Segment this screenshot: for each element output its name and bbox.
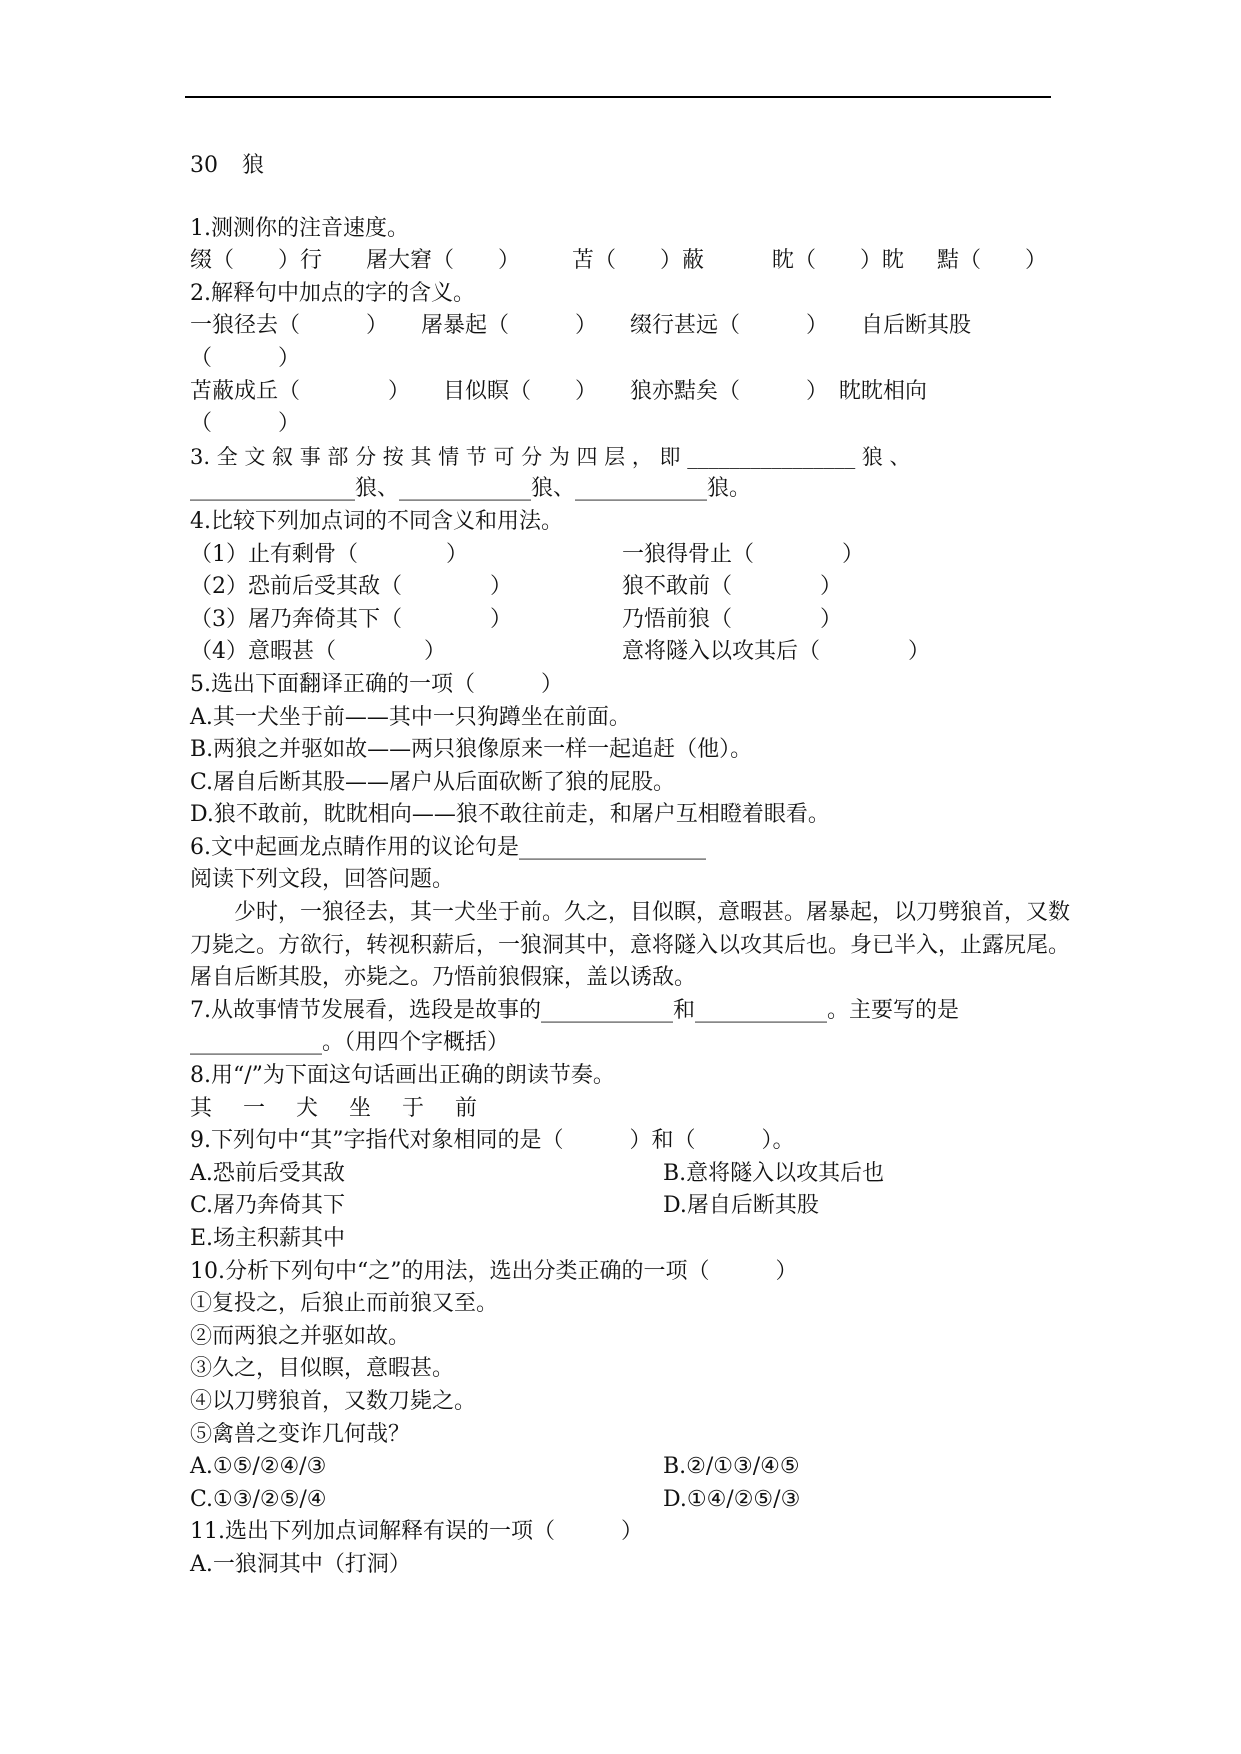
q8-char: 一 [243, 1095, 266, 1121]
q7-line: 7.从故事情节发展看，选段是故事的____________和____________。主要写的是 [190, 997, 959, 1023]
lesson-number: 30 [190, 153, 218, 178]
q5-heading: 5.选出下面翻译正确的一项（ ） [190, 671, 563, 697]
reading-intro: 阅读下列文段，回答问题。 [190, 867, 455, 893]
reading-passage: 少时，一狼径去，其一犬坐于前。久之，目似瞑，意暇甚。屠暴起，以刀劈狼首，又数刀毙之。方欲行，转视积薪后，一狼洞其中，意将隧入以攻其后也。身已半入，止露尻尾。屠自后断其股，亦毙之。乃悟前狼假寐，盖以诱敌。 [190, 900, 1071, 991]
q8-char: 坐 [349, 1095, 372, 1121]
q7-line: ____________。（用四个字概括） [190, 1030, 510, 1056]
q9-option: B.意将隧入以攻其后也 [663, 1160, 885, 1186]
q4-left: （2）恐前后受其敌（ ） [190, 574, 512, 600]
q2-line-cont: （ ） [190, 411, 301, 437]
q4-left: （4）意暇甚（ ） [190, 639, 446, 665]
q1-item: 眈（ ）眈 [772, 248, 905, 274]
q2-line: 苫蔽成丘（ ） 目似瞑（ ） 狼亦黠矣（ ） 眈眈相向 [190, 378, 928, 404]
document-body [190, 150, 1070, 1582]
q4-right: 狼不敢前（ ） [622, 574, 843, 600]
q11-heading: 11.选出下列加点词解释有误的一项（ ） [190, 1519, 643, 1545]
q11-option-a: A.一狼洞其中（打洞） [190, 1551, 411, 1577]
q9-row [190, 1190, 1070, 1223]
q4-heading: 4.比较下列加点词的不同含义和用法。 [190, 508, 563, 534]
q4-row [190, 539, 1070, 572]
q5-option-c: C.屠自后断其股——屠户从后面砍断了狼的屁股。 [190, 769, 676, 795]
q4-right: 意将隧入以攻其后（ ） [622, 639, 931, 665]
q8-heading: 8.用“/”为下面这句话画出正确的朗读节奏。 [190, 1063, 615, 1089]
q4-row [190, 571, 1070, 604]
lesson-name: 狼 [242, 153, 265, 178]
q10-heading: 10.分析下列句中“之”的用法，选出分类正确的一项（ ） [190, 1258, 798, 1284]
q10-option: A.①⑤/②④/③ [190, 1454, 327, 1480]
q10-option: B.②/①③/④⑤ [663, 1454, 800, 1480]
q10-sentence: ④以刀劈狼首，又数刀毙之。 [190, 1388, 477, 1414]
lesson-title [190, 150, 1070, 183]
q4-row [190, 636, 1070, 669]
q9-option: C.屠乃奔倚其下 [190, 1193, 346, 1219]
q9-option: D.屠自后断其股 [663, 1193, 819, 1219]
q4-row [190, 604, 1070, 637]
q2-line-cont: （ ） [190, 345, 301, 371]
q10-option: D.①④/②⑤/③ [663, 1486, 801, 1512]
q1-item: 苫（ ）蔽 [572, 248, 705, 274]
q8-char: 其 [190, 1095, 213, 1121]
q8-char: 于 [402, 1095, 425, 1121]
q1-item: 黠（ ） [937, 248, 1048, 274]
q10-sentence: ①复投之，后狼止而前狼又至。 [190, 1291, 499, 1317]
q10-row [190, 1484, 1070, 1517]
q1-item: 缀（ ）行 [190, 248, 323, 274]
q10-row [190, 1451, 1070, 1484]
q1-item: 屠大窘（ ） [366, 248, 521, 274]
q8-char: 前 [455, 1095, 478, 1121]
q1-heading: 1.测测你的注音速度。 [190, 215, 409, 241]
q9-row [190, 1158, 1070, 1191]
q5-option-a: A.其一犬坐于前——其中一只狗蹲坐在前面。 [190, 704, 631, 730]
q9-option: E.场主积薪其中 [190, 1226, 346, 1251]
q9-option: A.恐前后受其敌 [190, 1160, 345, 1186]
header-rule [185, 96, 1051, 98]
q4-right: 乃悟前狼（ ） [622, 606, 843, 632]
q4-left: （3）屠乃奔倚其下（ ） [190, 606, 512, 632]
q10-sentence: ②而两狼之并驱如故。 [190, 1323, 411, 1349]
q6-text: 6.文中起画龙点睛作用的议论句是_________________ [190, 834, 706, 860]
q5-option-d: D.狼不敢前，眈眈相向——狼不敢往前走，和屠户互相瞪着眼看。 [190, 802, 830, 828]
q8-sentence [190, 1093, 1070, 1126]
q10-option: C.①③/②⑤/④ [190, 1486, 327, 1512]
q5-option-b: B.两狼之并驱如故——两只狼像原来一样一起追赶（他）。 [190, 737, 753, 763]
q10-sentence: ⑤禽兽之变诈几何哉？ [190, 1421, 411, 1447]
q4-left: （1）止有剩骨（ ） [190, 541, 468, 567]
q1-items [190, 245, 1070, 278]
q8-char: 犬 [296, 1095, 319, 1121]
q2-line: 一狼径去（ ） 屠暴起（ ） 缀行甚远（ ） 自后断其股 [190, 313, 972, 339]
q3-line: 3. 全 文 叙 事 部 分 按 其 情 节 可 分 为 四 层 ， 即 ________________ 狼 、 [190, 444, 911, 469]
q3-line: _______________狼、____________狼、____________狼。 [190, 476, 752, 502]
q2-heading: 2.解释句中加点的字的含义。 [190, 280, 475, 306]
q10-sentence: ③久之，目似瞑，意暇甚。 [190, 1356, 455, 1382]
q9-heading: 9.下列句中“其”字指代对象相同的是（ ）和（ ）。 [190, 1128, 795, 1154]
q4-right: 一狼得骨止（ ） [622, 541, 865, 567]
